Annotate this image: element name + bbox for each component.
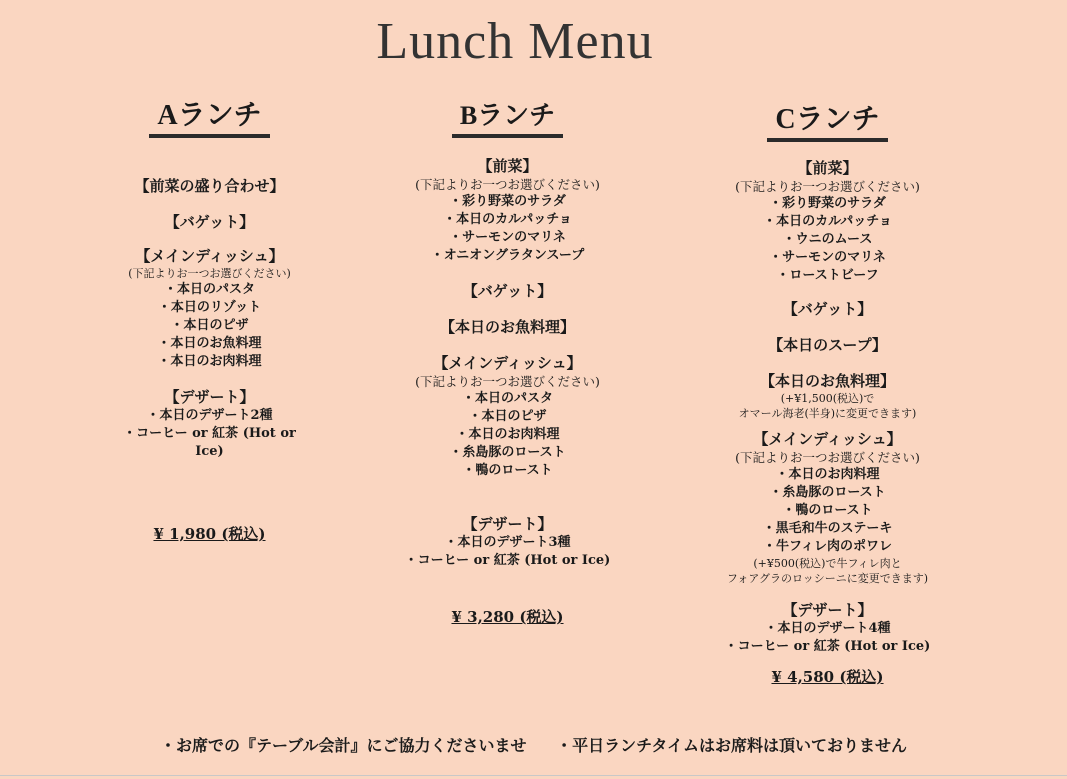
menu-item: ・コーヒー or 紅茶 (Hot or Ice): [123, 426, 296, 459]
menu-item: ・ローストビーフ: [776, 268, 879, 283]
section-title: 【前菜】: [477, 157, 538, 175]
section-title: 【デザート】: [462, 515, 553, 533]
menu-item: ・本日のお肉料理: [775, 467, 880, 482]
section-title: 【前菜の盛り合わせ】: [134, 177, 285, 195]
menu-item: ・糸島豚のロースト: [449, 445, 566, 460]
lunch-column-b: [400, 100, 615, 627]
section-baguette: [715, 299, 940, 319]
section-title: 【本日のお魚料理】: [759, 372, 895, 390]
upgrade-note: フォアグラのロッシーニに変更できます): [726, 572, 929, 585]
price-c: ¥ 4,580 (税込): [771, 668, 884, 686]
section-dessert: [107, 387, 312, 461]
menu-title: Lunch Menu: [376, 13, 654, 70]
menu-item: ・オニオングラタンスープ: [430, 248, 585, 263]
menu-item: ・本日のお肉料理: [157, 354, 262, 369]
menu-item: ・牛フィレ肉のポワレ: [763, 539, 892, 554]
section-title: 【バゲット】: [164, 213, 255, 231]
menu-item: ・彩り野菜のサラダ: [449, 194, 566, 209]
price-a: ¥ 1,980 (税込): [153, 525, 266, 543]
section-appetizer: [400, 156, 615, 265]
upgrade-note: (+¥1,500(税込)で: [780, 392, 875, 405]
menu-item: ・本日のカルパッチョ: [763, 214, 892, 229]
section-title: 【デザート】: [164, 388, 255, 406]
section-baguette: [400, 281, 615, 301]
section-title: 【メインディッシュ】: [753, 430, 902, 448]
section-note: (下記よりお一つお選びください): [415, 177, 600, 192]
menu-item: ・本日のカルパッチョ: [443, 212, 572, 227]
upgrade-note: オマール海老(半身)に変更できます): [738, 407, 917, 420]
section-main-dish: [400, 353, 615, 480]
section-dessert: [715, 600, 940, 656]
menu-item: ・本日のリゾット: [157, 300, 262, 315]
section-fish: [400, 317, 615, 337]
menu-item: ・サーモンのマリネ: [769, 250, 886, 265]
menu-item: ・本日のデザート2種: [146, 408, 273, 423]
menu-item: ・本日のパスタ: [163, 282, 255, 297]
section-title: 【バゲット】: [782, 300, 873, 318]
section-appetizer: [715, 158, 940, 285]
menu-item: ・鴨のロースト: [782, 503, 873, 518]
footer-notices: [0, 733, 1067, 756]
section-appetizer-platter: [107, 176, 312, 196]
section-note: (下記よりお一つお選びください): [735, 179, 920, 194]
section-note: (下記よりお一つお選びください): [735, 450, 920, 465]
section-title: 【前菜】: [797, 159, 858, 177]
section-title: 【本日のお魚料理】: [439, 318, 575, 336]
lunch-column-a: [107, 100, 312, 544]
section-dessert: [400, 514, 615, 570]
section-title: 【バゲット】: [462, 282, 553, 300]
menu-item: ・本日のピザ: [468, 409, 547, 424]
menu-item: ・本日のパスタ: [461, 391, 553, 406]
price-b: ¥ 3,280 (税込): [451, 608, 564, 626]
footer-notice-seat-charge: ・平日ランチタイムはお席料は頂いておりません: [556, 736, 908, 755]
menu-item: ・本日のお肉料理: [455, 427, 560, 442]
upgrade-note: (+¥500(税込)で牛フィレ肉と: [753, 557, 902, 570]
bottom-divider: [0, 775, 1067, 776]
section-baguette: [107, 212, 312, 232]
section-note: (下記よりお一つお選びください): [415, 374, 600, 389]
lunch-column-c: [715, 100, 940, 687]
menu-item: ・ウニのムース: [782, 232, 873, 247]
menu-item: ・コーヒー or 紅茶 (Hot or Ice): [404, 553, 611, 568]
column-heading-b: Bランチ: [452, 100, 563, 138]
column-heading-a: Aランチ: [149, 100, 269, 138]
section-title: 【メインディッシュ】: [135, 247, 284, 265]
section-fish: [715, 371, 940, 421]
menu-item: ・黒毛和牛のステーキ: [762, 521, 893, 536]
section-note: (下記よりお一つお選びください): [128, 267, 291, 280]
section-title: 【デザート】: [782, 601, 873, 619]
menu-item: ・本日のデザート3種: [444, 535, 571, 550]
menu-item: ・本日のデザート4種: [764, 621, 891, 636]
section-main-dish: [107, 246, 312, 371]
column-heading-c: Cランチ: [767, 104, 887, 142]
menu-item: ・鴨のロースト: [462, 463, 553, 478]
menu-item: ・本日のお魚料理: [157, 336, 262, 351]
menu-item: ・本日のピザ: [170, 318, 249, 333]
footer-notice-table-payment: ・お席での『テーブル会計』にご協力くださいませ: [159, 736, 527, 755]
section-title: 【メインディッシュ】: [433, 354, 582, 372]
section-soup: [715, 335, 940, 355]
menu-item: ・彩り野菜のサラダ: [769, 196, 886, 211]
section-main-dish: [715, 429, 940, 586]
menu-item: ・糸島豚のロースト: [769, 485, 886, 500]
section-title: 【本日のスープ】: [768, 336, 887, 354]
menu-item: ・サーモンのマリネ: [449, 230, 566, 245]
menu-item: ・コーヒー or 紅茶 (Hot or Ice): [724, 639, 931, 654]
